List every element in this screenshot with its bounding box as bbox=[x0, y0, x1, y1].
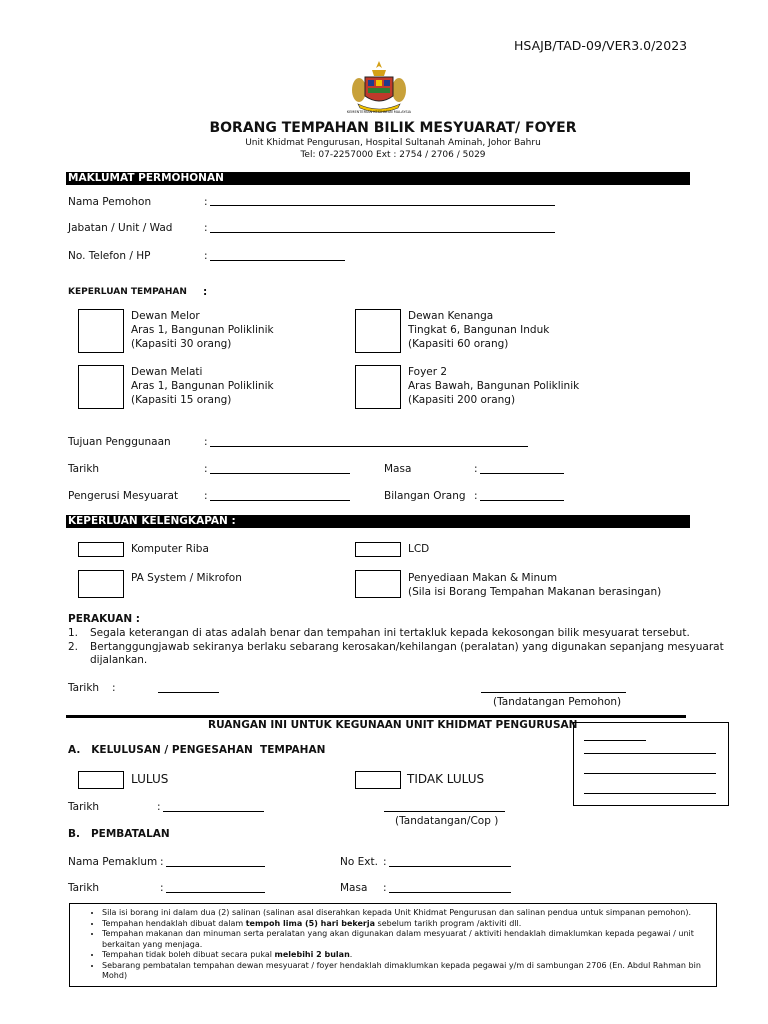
room-capacity: (Kapasiti 200 orang) bbox=[408, 394, 516, 406]
checkbox-dewan-melor[interactable] bbox=[78, 309, 124, 353]
approval-date-field[interactable] bbox=[163, 811, 264, 812]
date-label: Tarikh bbox=[68, 463, 100, 475]
time-field[interactable] bbox=[480, 473, 564, 474]
colon: : bbox=[474, 463, 478, 475]
declaration-date-field[interactable] bbox=[158, 692, 219, 693]
cancellation-time-label: Masa bbox=[340, 882, 368, 894]
applicant-name-label: Nama Pemohon bbox=[68, 196, 152, 208]
approval-section-title: A. KELULUSAN / PENGESAHAN TEMPAHAN bbox=[68, 744, 326, 756]
colon: : bbox=[160, 856, 164, 868]
extension-label: No Ext. bbox=[340, 856, 378, 868]
room-option-dewan-melor bbox=[131, 309, 274, 351]
colon: : bbox=[160, 882, 164, 894]
note-item: • Tempahan makanan dan minuman serta peralatan yang akan digunakan dalam mesyuarat / aktiviti hendaklah dimaklumkan kepada pegawai / unit berkaitan yang menjaga. bbox=[102, 929, 708, 950]
checkbox-dewan-melati[interactable] bbox=[78, 365, 124, 409]
declaration-item-2: Bertanggungjawab sekiranya berlaku sebarang kerosakan/kehilangan (peralatan) yang digunakan sepanjang mesyuarat bbox=[90, 640, 724, 653]
notifier-name-field[interactable] bbox=[166, 866, 265, 867]
notes-box bbox=[69, 903, 717, 987]
room-name: Dewan Melati bbox=[131, 366, 203, 378]
purpose-label: Tujuan Penggunaan bbox=[68, 436, 171, 448]
colon: : bbox=[112, 682, 116, 694]
declaration-item-1: Segala keterangan di atas adalah benar dan tempahan ini tertakluk kepada kekosongan bilik mesyuarat tersebut. bbox=[90, 627, 690, 639]
notifier-name-label: Nama Pemaklum bbox=[68, 856, 158, 868]
colon: : bbox=[204, 222, 208, 234]
stamp-line bbox=[584, 753, 716, 754]
colon: : bbox=[204, 463, 208, 475]
applicant-name-field[interactable] bbox=[210, 205, 555, 206]
notes-list bbox=[84, 908, 708, 982]
extension-field[interactable] bbox=[389, 866, 511, 867]
stamp-line bbox=[584, 740, 646, 741]
room-capacity: (Kapasiti 30 orang) bbox=[131, 338, 232, 350]
room-capacity: (Kapasiti 60 orang) bbox=[408, 338, 509, 350]
equipment-lcd-label: LCD bbox=[408, 543, 430, 555]
colon: : bbox=[203, 286, 208, 298]
room-location: Tingkat 6, Bangunan Induk bbox=[408, 324, 550, 336]
room-option-dewan-melati bbox=[131, 365, 274, 407]
applicant-signature-field[interactable] bbox=[481, 692, 626, 693]
checkbox-pa-system[interactable] bbox=[78, 570, 124, 598]
equipment-makan-minum-label: Penyediaan Makan & Minum bbox=[408, 572, 558, 584]
cancellation-date-label: Tarikh bbox=[68, 882, 100, 894]
checkbox-tidak-lulus[interactable] bbox=[355, 771, 401, 789]
room-option-dewan-kenanga bbox=[408, 309, 549, 351]
equipment-pa-system-label: PA System / Mikrofon bbox=[131, 572, 242, 584]
cancellation-time-field[interactable] bbox=[389, 892, 511, 893]
office-use-header: RUANGAN INI UNTUK KEGUNAAN UNIT KHIDMAT PENGURUSAN bbox=[208, 719, 578, 731]
lulus-label: LULUS bbox=[131, 772, 169, 786]
tidak-lulus-label: TIDAK LULUS bbox=[407, 772, 485, 786]
stamp-line bbox=[584, 773, 716, 774]
note-item: • Sila isi borang ini dalam dua (2) salinan (salinan asal diserahkan kepada Unit Khidmat Pengurusan dan salinan pendua untuk simpanan pemohon). bbox=[102, 908, 708, 919]
time-label: Masa bbox=[384, 463, 412, 475]
equipment-makan-minum bbox=[408, 571, 661, 599]
phone-label: No. Telefon / HP bbox=[68, 250, 151, 262]
attendees-field[interactable] bbox=[480, 500, 564, 501]
logo-caption: KEMENTERIAN KESIHATAN MALAYSIA bbox=[346, 110, 412, 114]
purpose-field[interactable] bbox=[210, 446, 528, 447]
approver-signature-label: (Tandatangan/Cop ) bbox=[395, 815, 499, 827]
checkbox-lulus[interactable] bbox=[78, 771, 124, 789]
declaration-title: PERAKUAN : bbox=[68, 613, 141, 625]
department-label: Jabatan / Unit / Wad bbox=[68, 222, 173, 234]
room-name: Dewan Melor bbox=[131, 310, 200, 322]
stamp-line bbox=[584, 793, 716, 794]
approval-date-label: Tarikh bbox=[68, 801, 100, 813]
checkbox-komputer-riba[interactable] bbox=[78, 542, 124, 557]
attendees-label: Bilangan Orang bbox=[384, 490, 466, 502]
form-title: BORANG TEMPAHAN BILIK MESYUARAT/ FOYER bbox=[209, 120, 577, 136]
phone-field[interactable] bbox=[210, 260, 345, 261]
colon: : bbox=[204, 436, 208, 448]
checkbox-foyer-2[interactable] bbox=[355, 365, 401, 409]
declaration-num: 1. bbox=[68, 627, 79, 639]
note-item: • Tempahan tidak boleh dibuat secara pukal melebihi 2 bulan. bbox=[102, 950, 708, 961]
room-name: Foyer 2 bbox=[408, 366, 448, 378]
chairperson-field[interactable] bbox=[210, 500, 350, 501]
declaration-list bbox=[68, 627, 724, 668]
checkbox-makan-minum[interactable] bbox=[355, 570, 401, 598]
room-capacity: (Kapasiti 15 orang) bbox=[131, 394, 232, 406]
cancellation-section-title: B. PEMBATALAN bbox=[68, 828, 170, 840]
form-subtitle-address: Unit Khidmat Pengurusan, Hospital Sultanah Aminah, Johor Bahru bbox=[245, 138, 541, 148]
cancellation-date-field[interactable] bbox=[166, 892, 265, 893]
colon: : bbox=[474, 490, 478, 502]
equipment-section-header: KEPERLUAN KELENGKAPAN : bbox=[66, 515, 690, 528]
room-option-foyer-2 bbox=[408, 365, 579, 407]
colon: : bbox=[383, 882, 387, 894]
department-field[interactable] bbox=[210, 232, 555, 233]
declaration-num: 2. bbox=[68, 640, 79, 653]
colon: : bbox=[157, 801, 161, 813]
colon: : bbox=[204, 250, 208, 262]
room-location: Aras 1, Bangunan Poliklinik bbox=[131, 380, 274, 392]
chairperson-label: Pengerusi Mesyuarat bbox=[68, 490, 179, 502]
booking-section-title: KEPERLUAN TEMPAHAN bbox=[68, 287, 187, 297]
note-item: • Sebarang pembatalan tempahan dewan mesyuarat / foyer hendaklah dimaklumkan kepada pegawai y/m di sambungan 2706 (En. Abdul Rahman bin Mohd) bbox=[102, 961, 708, 982]
approver-signature-field[interactable] bbox=[384, 811, 505, 812]
colon: : bbox=[204, 196, 208, 208]
document-code: HSAJB/TAD-09/VER3.0/2023 bbox=[514, 38, 688, 53]
form-subtitle-phone: Tel: 07-2257000 Ext : 2754 / 2706 / 5029 bbox=[300, 150, 486, 160]
date-field[interactable] bbox=[210, 473, 350, 474]
equipment-komputer-riba-label: Komputer Riba bbox=[131, 543, 209, 555]
room-location: Aras 1, Bangunan Poliklinik bbox=[131, 324, 274, 336]
applicant-section-header: MAKLUMAT PERMOHONAN bbox=[66, 172, 690, 185]
declaration-date-label: Tarikh bbox=[68, 682, 100, 694]
stamp-box[interactable] bbox=[573, 722, 729, 806]
declaration-item-2-cont: dijalankan. bbox=[90, 654, 148, 666]
applicant-signature-label: (Tandatangan Pemohon) bbox=[493, 696, 622, 708]
colon: : bbox=[204, 490, 208, 502]
equipment-makan-minum-note: (Sila isi Borang Tempahan Makanan berasingan) bbox=[408, 586, 662, 598]
note-item: • Tempahan hendaklah dibuat dalam tempoh lima (5) hari bekerja sebelum tarikh program /aktiviti dll. bbox=[102, 919, 708, 930]
checkbox-lcd[interactable] bbox=[355, 542, 401, 557]
section-divider bbox=[66, 715, 686, 718]
room-name: Dewan Kenanga bbox=[408, 310, 494, 322]
colon: : bbox=[383, 856, 387, 868]
checkbox-dewan-kenanga[interactable] bbox=[355, 309, 401, 353]
room-location: Aras Bawah, Bangunan Poliklinik bbox=[408, 380, 580, 392]
